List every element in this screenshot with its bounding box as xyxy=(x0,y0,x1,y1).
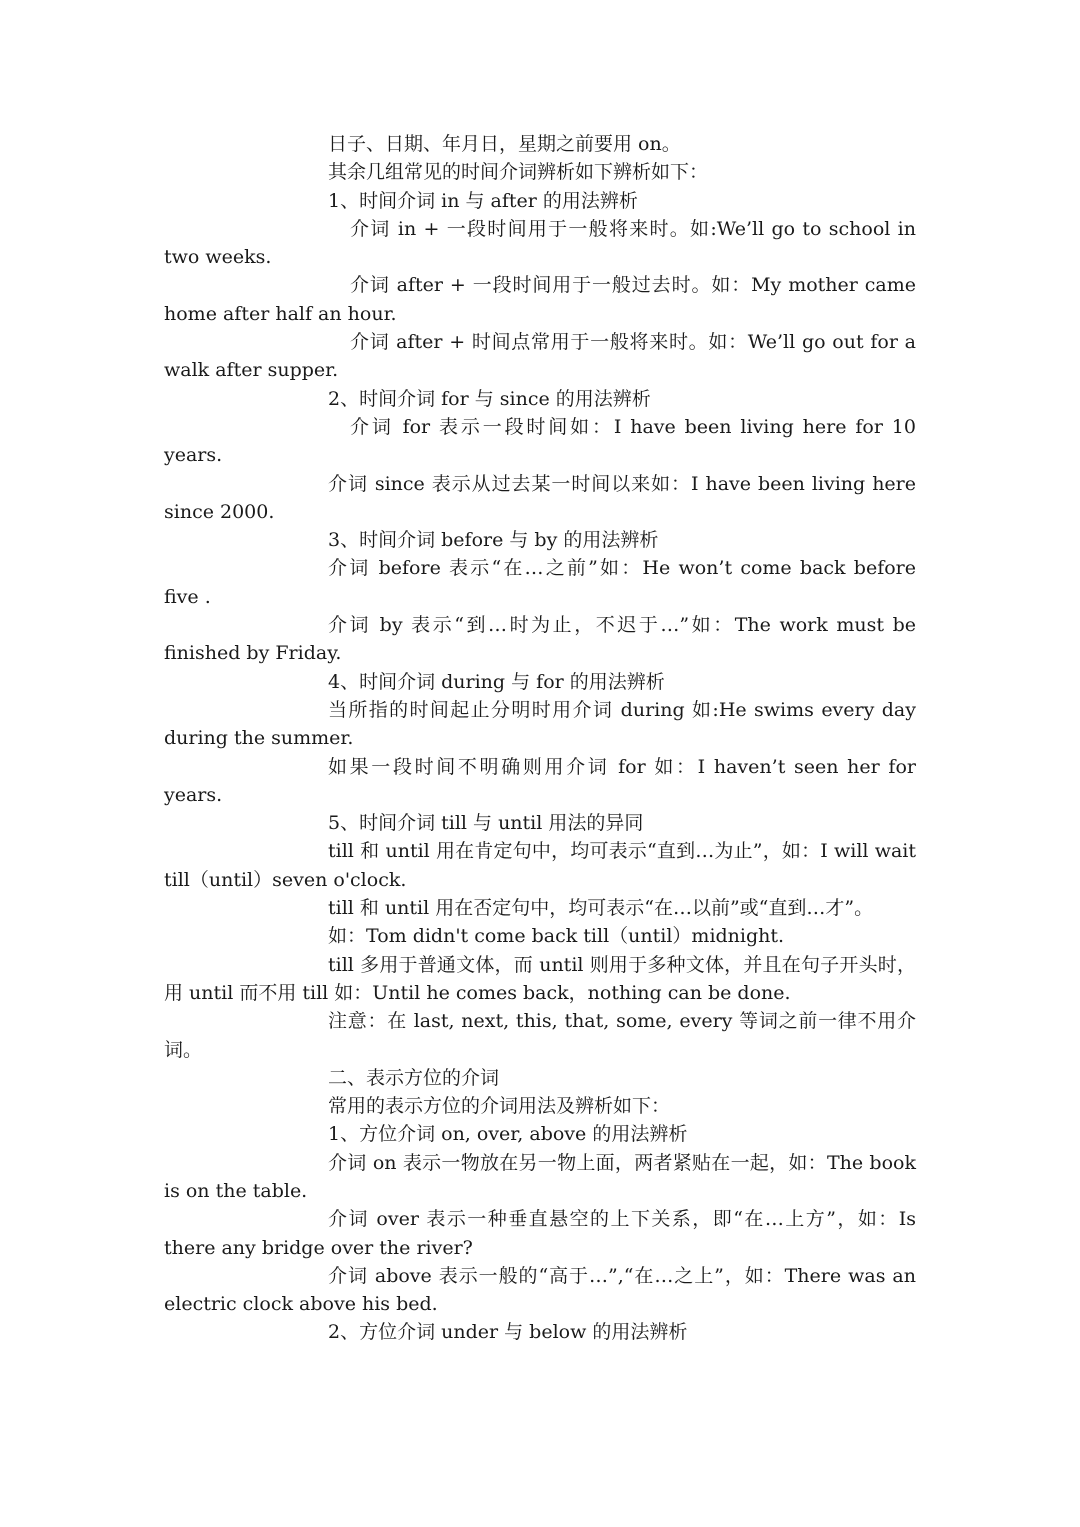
section-heading: 3、时间介词 before 与 by 的用法辨析 xyxy=(328,529,659,552)
section-heading: 5、时间介词 till 与 until 用法的异同 xyxy=(328,812,644,835)
section-heading: 1、时间介词 in 与 after 的用法辨析 xyxy=(328,189,638,212)
paragraph: 介词 after + 一段时间用于一般过去时。如：My mother came home after half an hour. xyxy=(164,274,916,325)
paragraph: 常用的表示方位的介词用法及辨析如下： xyxy=(328,1095,671,1118)
note-paragraph: 注意：在 last, next, this, that, some, every 等词之前一律不用介词。 xyxy=(164,1010,916,1061)
paragraph: 如：Tom didn't come back till（until）midnight. xyxy=(328,925,785,948)
paragraph: 介词 before 表示“在…之前”如：He won’t come back before five . xyxy=(164,557,916,608)
chapter-heading: 二、表示方位的介词 xyxy=(328,1066,500,1089)
paragraph: 介词 since 表示从过去某一时间以来如：I have been living here since 2000. xyxy=(164,472,916,523)
paragraph: 当所指的时间起止分明时用介词 during 如:He swims every day during the summer. xyxy=(164,698,916,750)
paragraph: 介词 for 表示一段时间如：I have been living here for 10 years. xyxy=(164,415,916,467)
paragraph: 介词 on 表示一物放在另一物上面，两者紧贴在一起，如：The book is on the table. xyxy=(164,1151,916,1202)
section-heading: 2、方位介词 under 与 below 的用法辨析 xyxy=(328,1321,688,1344)
paragraph: 其余几组常见的时间介词辨析如下辨析如下： xyxy=(328,161,709,184)
paragraph: till 和 until 用在否定句中，均可表示“在…以前”或“直到…才”。 xyxy=(328,897,874,920)
paragraph: 介词 in + 一段时间用于一般将来时。如:We’ll go to school in two weeks. xyxy=(164,217,916,269)
section-heading: 2、时间介词 for 与 since 的用法辨析 xyxy=(328,387,651,410)
paragraph: 介词 over 表示一种垂直悬空的上下关系，即“在…上方”，如：Is there any bridge over the river? xyxy=(164,1208,916,1259)
section-heading: 4、时间介词 during 与 for 的用法辨析 xyxy=(328,670,665,693)
paragraph: 介词 after + 时间点常用于一般将来时。如：We’ll go out for a walk after supper. xyxy=(164,331,916,382)
section-heading: 1、方位介词 on, over, above 的用法辨析 xyxy=(328,1123,688,1146)
paragraph: 日子、日期、年月日，星期之前要用 on。 xyxy=(328,133,681,155)
paragraph: 如果一段时间不明确则用介词 for 如：I haven’t seen her for years. xyxy=(164,755,916,806)
paragraph: 介词 by 表示“到…时为止，不迟于…”如：The work must be finished by Friday. xyxy=(164,614,916,665)
document-body xyxy=(164,130,916,1347)
paragraph: 介词 above 表示一般的“高于…”,“在…之上”，如：There was an electric clock above his bed. xyxy=(164,1264,916,1316)
paragraph: till 和 until 用在肯定句中，均可表示“直到…为止”，如：I will wait till（until）seven o'clock. xyxy=(164,840,916,891)
paragraph: till 多用于普通文体，而 until 则用于多种文体，并且在句子开头时，用 until 而不用 till 如：Until he comes back，nothing can be done. xyxy=(164,953,916,1004)
